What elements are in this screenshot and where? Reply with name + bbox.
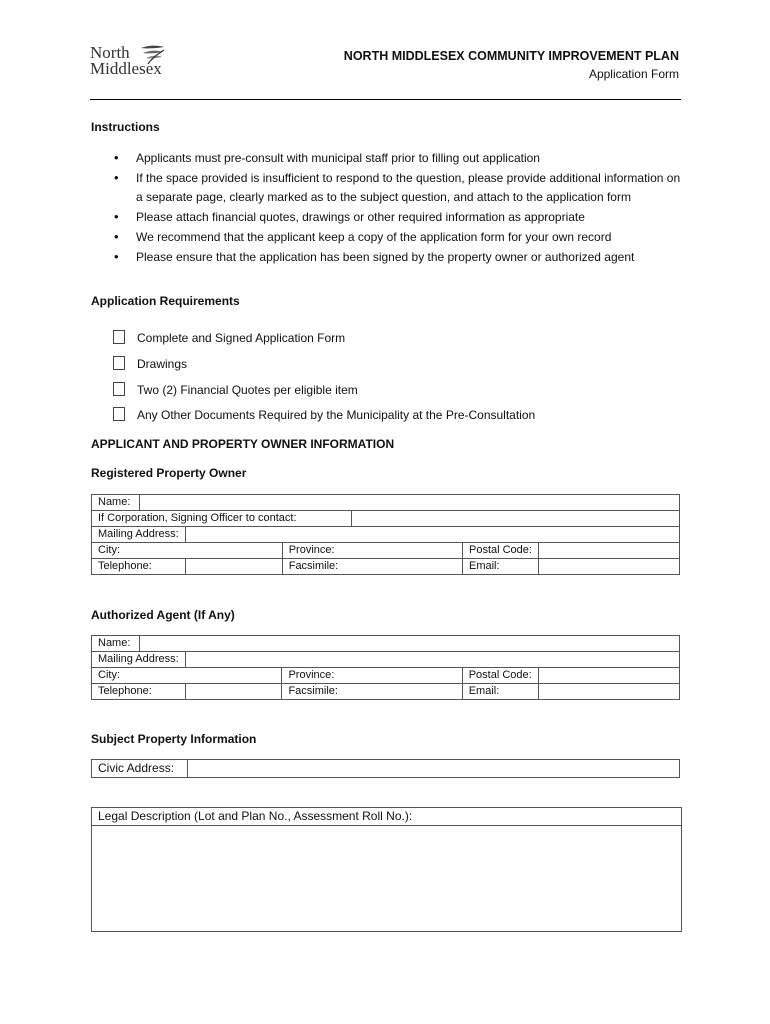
requirement-checkbox[interactable] xyxy=(113,356,125,370)
subject-heading: Subject Property Information xyxy=(91,732,257,746)
instruction-item: • Please attach financial quotes, drawings or other required information as appropriate xyxy=(112,208,682,227)
leaf-logo-icon xyxy=(138,44,166,66)
agent-city-label: City: xyxy=(98,669,120,681)
requirement-item xyxy=(113,356,187,371)
requirement-label: Drawings xyxy=(137,357,188,371)
owner-province-label: Province: xyxy=(288,544,335,556)
legal-description-box xyxy=(91,807,682,932)
agent-province-label: Province: xyxy=(288,669,335,681)
agent-table xyxy=(91,635,680,700)
header-divider xyxy=(90,99,681,100)
logo-text-middlesex: Middlesex xyxy=(90,59,162,78)
owner-heading: Registered Property Owner xyxy=(91,466,247,480)
civic-address-table xyxy=(91,759,680,778)
instruction-item: • Please ensure that the application has been signed by the property owner or authorized agent xyxy=(112,248,682,267)
agent-name-label: Name: xyxy=(92,636,140,652)
owner-mailing-label: Mailing Address: xyxy=(92,527,186,543)
requirement-checkbox[interactable] xyxy=(113,382,125,396)
owner-name-label: Name: xyxy=(92,495,140,511)
agent-mailing-field[interactable] xyxy=(185,652,679,668)
requirement-item xyxy=(113,330,345,345)
agent-email-field[interactable] xyxy=(538,684,679,700)
agent-province-cell[interactable] xyxy=(282,668,462,684)
owner-city-cell[interactable] xyxy=(92,543,283,559)
owner-province-cell[interactable] xyxy=(282,543,462,559)
legal-description-label: Legal Description (Lot and Plan No., Assessment Roll No.): xyxy=(92,808,681,826)
owner-email-field[interactable] xyxy=(538,559,679,575)
civic-address-label: Civic Address: xyxy=(92,760,188,778)
instruction-item: • Applicants must pre-consult with municipal staff prior to filling out application xyxy=(112,149,682,168)
requirements-heading: Application Requirements xyxy=(91,294,240,308)
document-title: NORTH MIDDLESEX COMMUNITY IMPROVEMENT PLAN xyxy=(343,49,679,63)
agent-fax-cell[interactable] xyxy=(282,684,462,700)
requirement-item xyxy=(113,382,358,397)
instruction-item: • If the space provided is insufficient to respond to the question, please provide additional information on a separate page, clearly marked as to the subject question, and attach to the application form xyxy=(112,169,682,206)
municipality-logo xyxy=(90,44,170,84)
agent-city-cell[interactable] xyxy=(92,668,282,684)
owner-postal-field[interactable] xyxy=(538,543,679,559)
agent-mailing-label: Mailing Address: xyxy=(92,652,186,668)
agent-telephone-label: Telephone: xyxy=(92,684,186,700)
instructions-heading: Instructions xyxy=(91,120,160,134)
agent-name-field[interactable] xyxy=(139,636,679,652)
document-subtitle: Application Form xyxy=(588,67,679,81)
logo-text-north: North xyxy=(90,43,130,62)
requirement-label: Two (2) Financial Quotes per eligible item xyxy=(137,383,358,397)
agent-telephone-field[interactable] xyxy=(185,684,281,700)
owner-city-label: City: xyxy=(98,544,120,556)
owner-fax-label: Facsimile: xyxy=(288,560,339,572)
instruction-item: • We recommend that the applicant keep a copy of the application form for your own record xyxy=(112,228,682,247)
agent-postal-field[interactable] xyxy=(538,668,679,684)
instructions-list xyxy=(112,149,682,268)
owner-corp-field[interactable] xyxy=(351,511,679,527)
agent-heading: Authorized Agent (If Any) xyxy=(91,608,235,622)
requirement-item xyxy=(113,407,535,422)
owner-telephone-label: Telephone: xyxy=(92,559,186,575)
applicant-section-heading: APPLICANT AND PROPERTY OWNER INFORMATION xyxy=(91,437,395,451)
owner-mailing-field[interactable] xyxy=(185,527,679,543)
civic-address-field[interactable] xyxy=(188,760,680,778)
owner-table xyxy=(91,494,680,575)
owner-email-label: Email: xyxy=(462,559,538,575)
owner-postal-label: Postal Code: xyxy=(462,543,538,559)
requirement-checkbox[interactable] xyxy=(113,330,125,344)
owner-corp-label: If Corporation, Signing Officer to contact: xyxy=(92,511,352,527)
agent-postal-label: Postal Code: xyxy=(462,668,538,684)
agent-fax-label: Facsimile: xyxy=(288,685,338,697)
requirement-label: Any Other Documents Required by the Municipality at the Pre-Consultation xyxy=(137,408,536,422)
owner-name-field[interactable] xyxy=(139,495,679,511)
owner-fax-cell[interactable] xyxy=(282,559,462,575)
agent-email-label: Email: xyxy=(462,684,538,700)
legal-description-field[interactable] xyxy=(92,826,681,930)
requirement-checkbox[interactable] xyxy=(113,407,125,421)
owner-telephone-field[interactable] xyxy=(185,559,282,575)
requirement-label: Complete and Signed Application Form xyxy=(137,331,346,345)
